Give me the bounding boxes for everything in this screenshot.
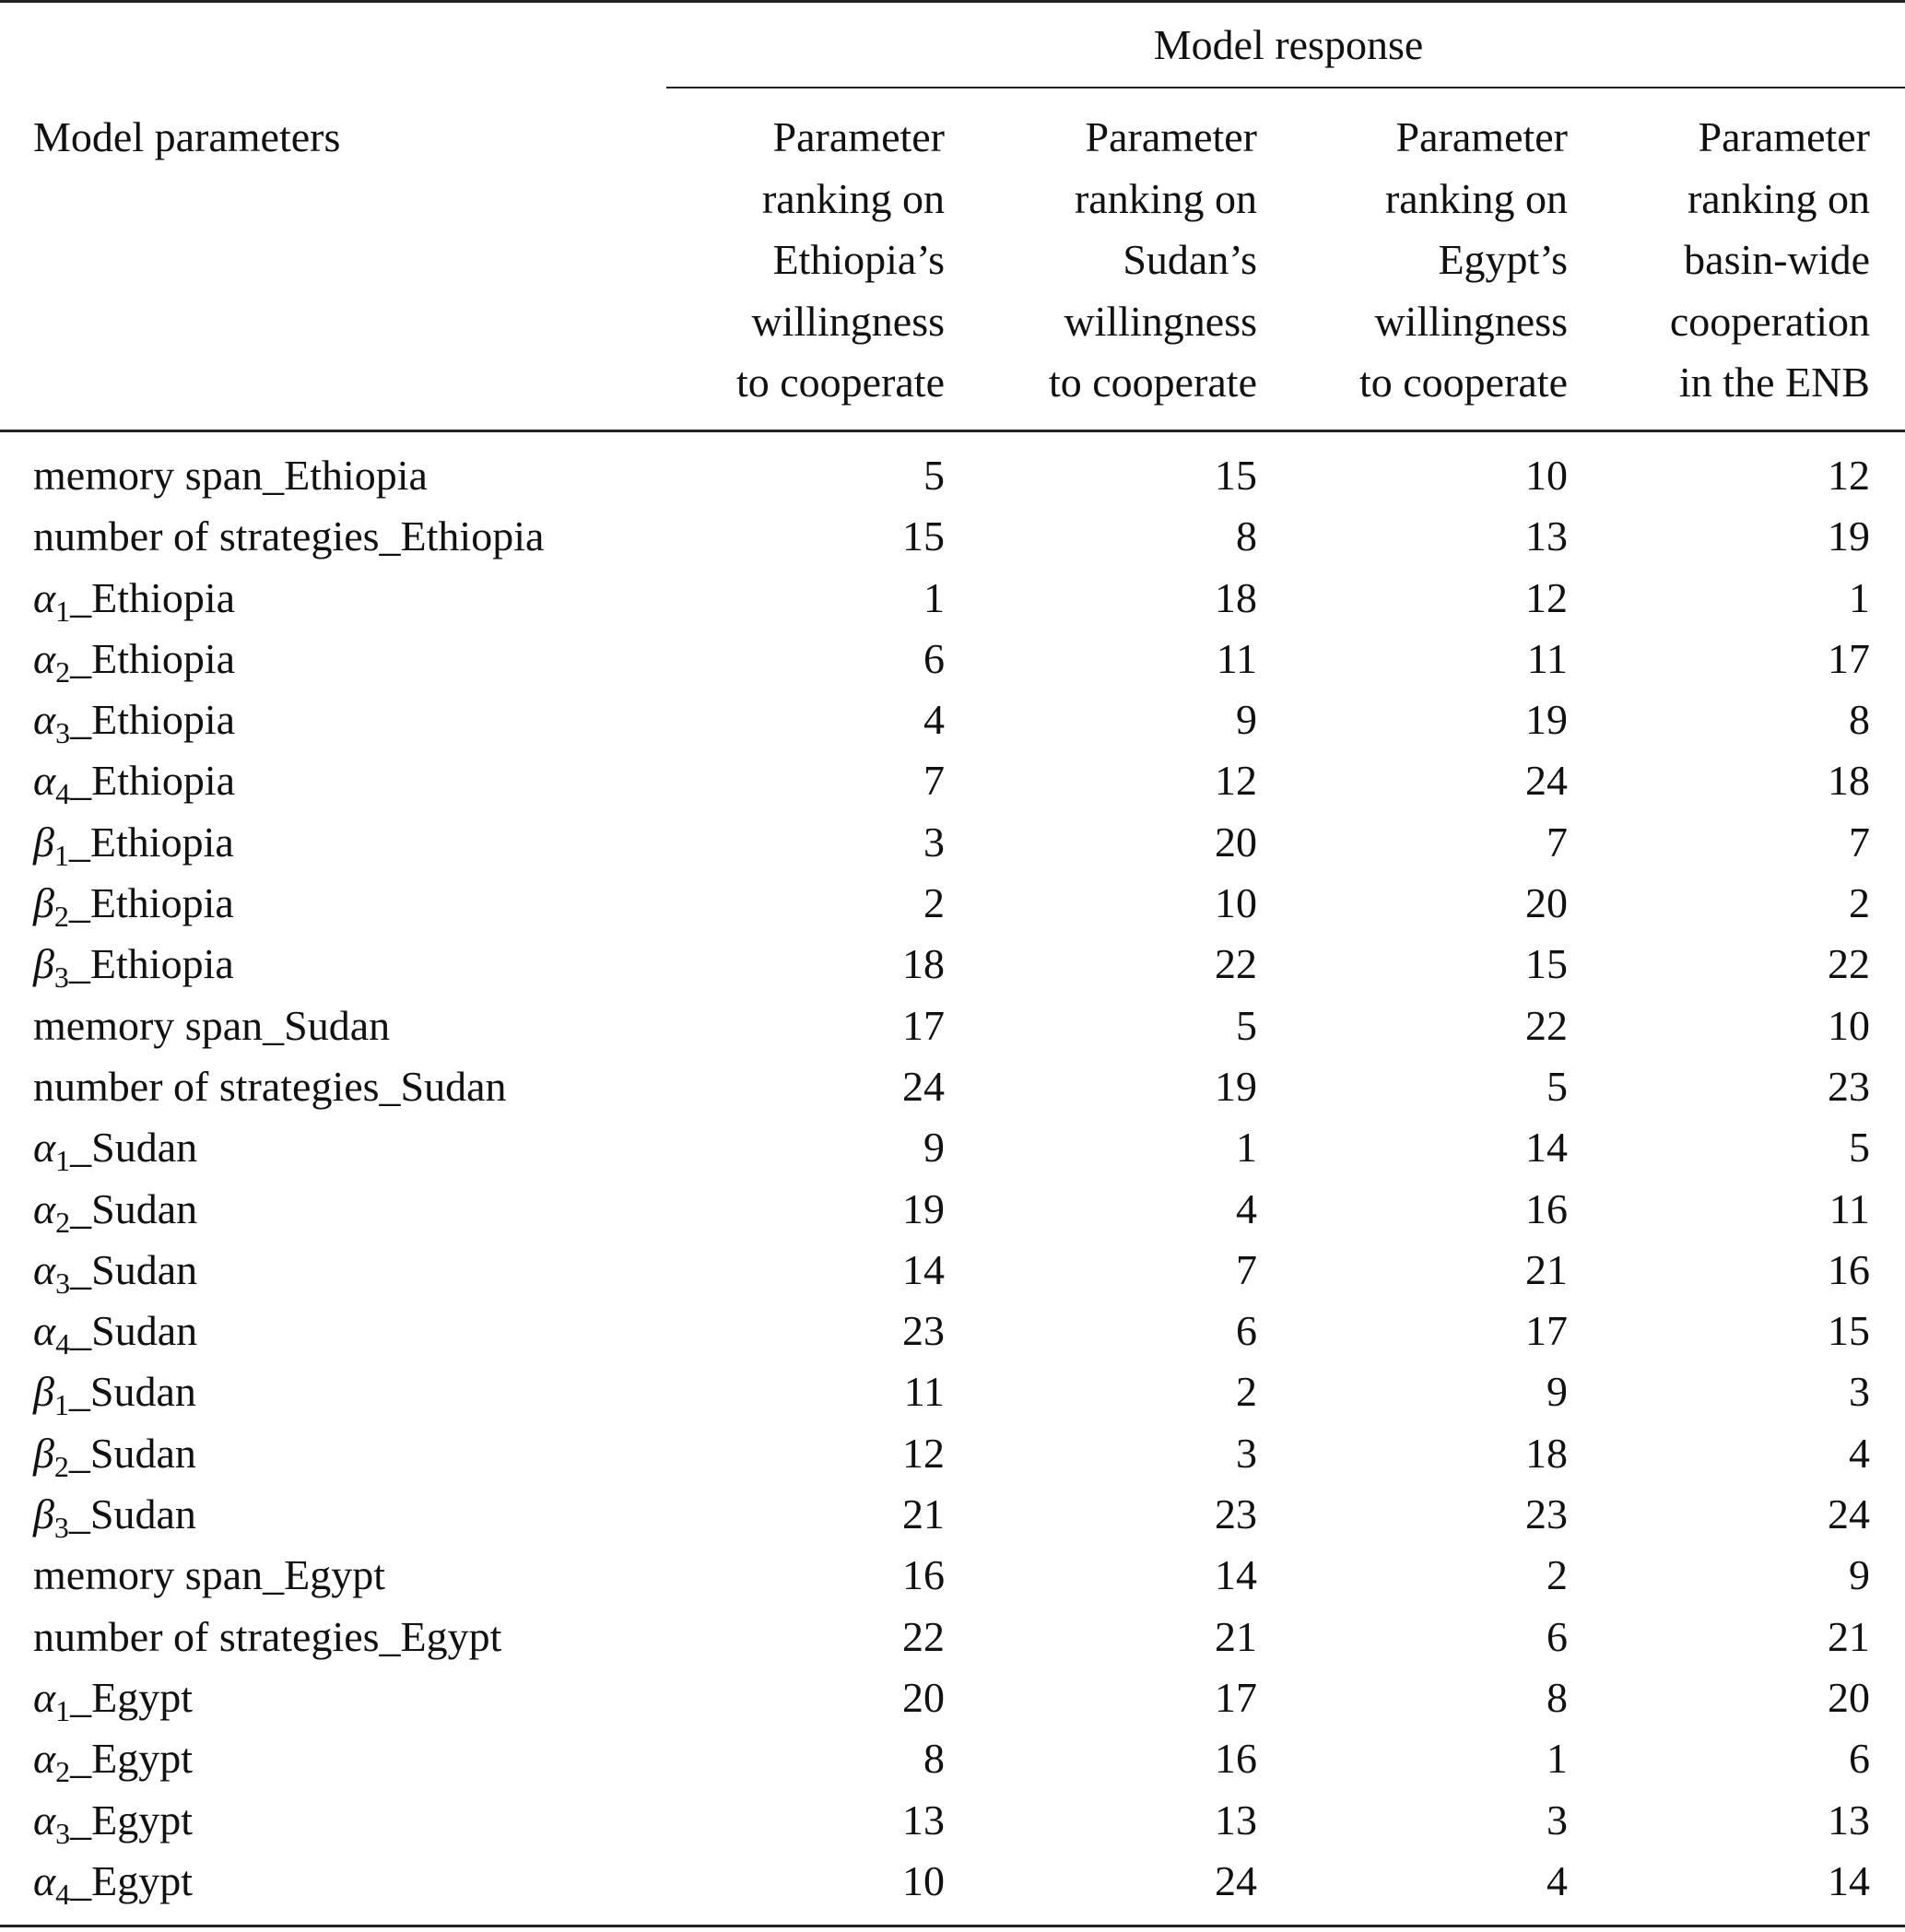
parameter-label: _Ethiopia [68,818,234,866]
rank-cell: 1 [1546,1735,1568,1783]
rank-cell: 5 [923,452,945,499]
rank-cell: 7 [1546,818,1568,866]
rank-cell: 15 [1828,1307,1870,1355]
table-row [0,629,1905,689]
rank-cell: 9 [923,1124,945,1172]
rank-cell: 23 [1525,1490,1568,1538]
rank-cell: 17 [1525,1307,1568,1355]
table-row [0,1545,1905,1606]
parameter-symbol: β [33,879,54,927]
parameter-subscript: 3 [55,716,71,750]
rank-cell: 16 [1828,1245,1870,1293]
rank-cell: 7 [1849,818,1870,866]
bottom-rule [0,1925,1905,1927]
rank-cell: 21 [1828,1612,1870,1660]
rank-cell: 4 [1546,1856,1568,1904]
parameter-name [33,1117,197,1178]
rank-cell: 2 [1236,1368,1257,1416]
parameter-label: _Sudan [70,1245,198,1293]
parameter-subscript: 1 [55,594,71,628]
column-header-line: ranking on [1687,174,1870,222]
table-row [0,1790,1905,1851]
parameter-symbol: α [33,1856,56,1904]
rank-cell: 23 [902,1307,945,1355]
parameter-name [33,995,390,1056]
table-row [0,506,1905,567]
table-row [0,750,1905,811]
rank-cell: 1 [1236,1124,1257,1172]
rank-cell: 19 [1215,1062,1257,1110]
rank-cell: 23 [1215,1490,1257,1538]
parameter-label: _Sudan [68,1429,196,1477]
parameter-label: _Sudan [70,1307,198,1355]
table-row [0,1607,1905,1667]
parameter-subscript: 2 [55,654,71,689]
table-row [0,1851,1905,1912]
rank-cell: 3 [1236,1429,1257,1477]
column-header-line: ranking on [1074,174,1257,222]
parameter-name [33,506,544,567]
rank-cell: 5 [1236,1001,1257,1049]
parameter-name [33,1545,385,1606]
table-row [0,568,1905,629]
rank-cell: 3 [923,818,945,866]
rank-cell: 17 [902,1001,945,1049]
rank-cell: 18 [1828,757,1870,805]
table-row [0,812,1905,873]
parameter-name [33,1851,193,1912]
parameter-name [33,1607,501,1667]
rank-cell: 10 [1828,1001,1870,1049]
rank-cell: 13 [1828,1796,1870,1844]
rank-cell: 16 [1215,1735,1257,1783]
column-header-line: Egypt’s [1438,236,1568,283]
column-header-line: ranking on [761,174,945,222]
parameter-name [33,445,428,506]
table-row [0,1728,1905,1789]
rank-cell: 24 [1828,1490,1870,1538]
rank-cell: 20 [1525,879,1568,927]
table-row [0,445,1905,506]
parameter-symbol: α [33,757,56,805]
table-row [0,1117,1905,1178]
rank-cell: 6 [1546,1612,1568,1660]
parameter-symbol: α [33,1307,56,1355]
rank-cell: 22 [902,1612,945,1660]
parameter-label: _Ethiopia [70,696,236,744]
column-header-line: willingness [1064,297,1257,345]
rank-cell: 3 [1849,1368,1870,1416]
parameter-symbol: α [33,1245,56,1293]
rank-cell: 11 [1526,634,1568,682]
rank-cell: 1 [1849,573,1870,621]
parameter-name [33,1790,193,1851]
parameter-name [33,750,235,811]
parameter-name [33,1667,193,1728]
parameter-symbol: α [33,1124,56,1172]
parameter-label: _Sudan [70,1184,198,1232]
table-body [0,445,1905,1912]
parameter-name [33,1484,196,1545]
parameter-name [33,568,235,629]
column-header-basin-wide [1670,107,1870,414]
parameter-label: _Egypt [70,1735,194,1783]
row-header-model-parameters: Model parameters [33,113,341,160]
rank-cell: 4 [923,696,945,744]
rank-cell: 8 [1546,1673,1568,1721]
rank-cell: 8 [923,1735,945,1783]
parameter-subscript: 3 [53,960,69,995]
parameter-name [33,1728,193,1789]
rank-cell: 6 [1236,1307,1257,1355]
rank-cell: 21 [1215,1612,1257,1660]
table-row [0,934,1905,995]
rank-cell: 19 [902,1184,945,1232]
column-header-line: willingness [751,297,945,345]
column-header-sudan [1049,107,1257,414]
rank-cell: 1 [923,573,945,621]
column-header-line: to cooperate [1048,359,1257,406]
column-header-line: ranking on [1384,174,1568,222]
table-row [0,1361,1905,1422]
parameter-subscript: 2 [55,1205,71,1239]
rank-cell: 2 [923,879,945,927]
parameter-label: _Sudan [68,1490,196,1538]
rank-cell: 21 [1525,1245,1568,1293]
table-row [0,689,1905,750]
group-rule [666,87,1905,88]
rank-cell: 18 [1215,573,1257,621]
parameter-subscript: 3 [55,1266,71,1300]
rank-cell: 7 [923,757,945,805]
parameter-label: memory span_Sudan [33,1001,391,1049]
rank-cell: 22 [1215,940,1257,988]
parameter-subscript: 4 [55,777,71,811]
parameter-name [33,1423,196,1484]
rank-cell: 14 [902,1245,945,1293]
rank-cell: 17 [1828,634,1870,682]
rank-cell: 20 [1215,818,1257,866]
rank-cell: 20 [902,1673,945,1721]
parameter-symbol: α [33,573,56,621]
rank-cell: 2 [1849,879,1870,927]
rank-cell: 22 [1525,1001,1568,1049]
rank-cell: 14 [1215,1551,1257,1599]
parameter-label: number of strategies_Sudan [33,1062,507,1110]
parameter-name [33,1301,197,1361]
parameter-label: memory span_Ethiopia [33,452,428,499]
rank-cell: 11 [1216,634,1257,682]
parameter-label: number of strategies_Ethiopia [33,512,545,560]
parameter-symbol: α [33,1796,56,1844]
table-row [0,1301,1905,1361]
parameter-name [33,1240,197,1301]
parameter-subscript: 3 [53,1511,69,1545]
parameter-name [33,1361,196,1422]
column-header-line: Parameter [1698,113,1870,160]
column-header-line: basin-wide [1684,236,1870,283]
rank-cell: 24 [902,1062,945,1110]
rank-cell: 9 [1236,696,1257,744]
rank-cell: 10 [1215,879,1257,927]
parameter-subscript: 1 [55,1693,71,1727]
table-row [0,1423,1905,1484]
parameter-name [33,812,234,873]
rank-cell: 24 [1215,1856,1257,1904]
column-header-egypt [1359,107,1568,414]
rank-cell: 17 [1215,1673,1257,1721]
rank-cell: 15 [1525,940,1568,988]
column-header-line: Sudan’s [1123,236,1257,283]
parameter-label: number of strategies_Egypt [33,1612,502,1660]
table-row [0,1240,1905,1301]
group-header-model-response: Model response [1153,21,1424,68]
parameter-name [33,689,235,750]
rank-cell: 13 [902,1796,945,1844]
parameter-name [33,1056,507,1117]
rank-cell: 12 [1525,573,1568,621]
parameter-subscript: 4 [55,1327,71,1361]
parameter-subscript: 4 [55,1877,71,1911]
parameter-symbol: β [33,1490,54,1538]
rank-cell: 19 [1828,512,1870,560]
parameter-subscript: 3 [55,1816,71,1850]
parameter-symbol: β [33,940,54,988]
parameter-subscript: 1 [53,838,69,872]
rank-cell: 8 [1849,696,1870,744]
parameter-subscript: 2 [55,1755,71,1789]
parameter-name [33,1179,197,1240]
rank-cell: 4 [1236,1184,1257,1232]
rank-cell: 5 [1849,1124,1870,1172]
rank-cell: 6 [923,634,945,682]
parameter-subscript: 2 [53,900,69,934]
parameter-symbol: α [33,1673,56,1721]
rank-cell: 23 [1828,1062,1870,1110]
rank-cell: 3 [1546,1796,1568,1844]
table-row [0,1484,1905,1545]
rank-cell: 19 [1525,696,1568,744]
rank-cell: 12 [1215,757,1257,805]
rank-cell: 15 [902,512,945,560]
header-rule [0,430,1905,432]
rank-cell: 18 [1525,1429,1568,1477]
parameter-label: _Ethiopia [68,879,234,927]
parameter-subscript: 2 [53,1449,69,1483]
parameter-symbol: β [33,1429,54,1477]
rank-cell: 16 [1525,1184,1568,1232]
parameter-label: _Ethiopia [70,634,236,682]
rank-cell: 9 [1849,1551,1870,1599]
table-row [0,873,1905,934]
rank-cell: 18 [902,940,945,988]
rank-cell: 21 [902,1490,945,1538]
column-header-line: cooperation [1669,297,1870,345]
table-row [0,1179,1905,1240]
column-header-line: to cooperate [1358,359,1568,406]
parameter-label: _Ethiopia [70,757,236,805]
rank-cell: 9 [1546,1368,1568,1416]
parameter-symbol: α [33,696,56,744]
rank-cell: 22 [1828,940,1870,988]
column-header-line: Ethiopia’s [772,236,945,283]
rank-cell: 13 [1525,512,1568,560]
column-header-line: Parameter [772,113,945,160]
rank-cell: 12 [1828,452,1870,499]
rank-cell: 24 [1525,757,1568,805]
top-rule [0,0,1905,3]
column-header-line: Parameter [1395,113,1568,160]
column-header-ethiopia [736,107,945,414]
parameter-label: _Sudan [68,1368,196,1416]
parameter-subscript: 1 [53,1388,69,1422]
parameter-label: _Sudan [70,1124,198,1172]
parameter-name [33,873,234,934]
parameter-label: _Egypt [70,1856,194,1904]
parameter-name [33,934,234,995]
parameter-label: _Ethiopia [70,573,236,621]
rank-cell: 14 [1525,1124,1568,1172]
parameter-symbol: β [33,1368,54,1416]
column-header-line: to cooperate [735,359,945,406]
table-row [0,1667,1905,1728]
parameter-label: _Egypt [70,1673,194,1721]
rank-cell: 11 [903,1368,945,1416]
parameter-subscript: 1 [55,1144,71,1178]
parameter-symbol: β [33,818,54,866]
rank-cell: 6 [1849,1735,1870,1783]
rank-cell: 16 [902,1551,945,1599]
column-header-line: willingness [1374,297,1568,345]
parameter-label: _Egypt [70,1796,194,1844]
column-header-line: Parameter [1085,113,1257,160]
rank-cell: 2 [1546,1551,1568,1599]
parameter-label: memory span_Egypt [33,1551,385,1599]
rank-cell: 15 [1215,452,1257,499]
parameter-symbol: α [33,1735,56,1783]
rank-cell: 20 [1828,1673,1870,1721]
rank-cell: 14 [1828,1856,1870,1904]
rank-cell: 7 [1236,1245,1257,1293]
parameter-label: _Ethiopia [68,940,234,988]
rank-cell: 4 [1849,1429,1870,1477]
rank-cell: 13 [1215,1796,1257,1844]
rank-cell: 10 [902,1856,945,1904]
table-row [0,995,1905,1056]
rank-cell: 10 [1525,452,1568,499]
table-row [0,1056,1905,1117]
rank-cell: 5 [1546,1062,1568,1110]
parameter-symbol: α [33,634,56,682]
parameter-name [33,629,235,689]
parameter-symbol: α [33,1184,56,1232]
column-header-line: in the ENB [1679,359,1870,406]
rank-cell: 11 [1829,1184,1870,1232]
rank-cell: 8 [1236,512,1257,560]
rank-cell: 12 [902,1429,945,1477]
